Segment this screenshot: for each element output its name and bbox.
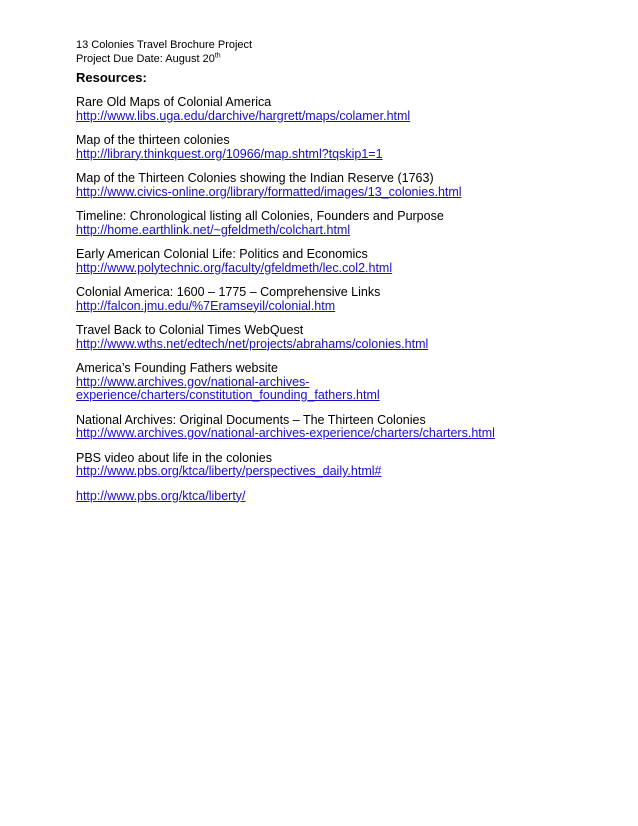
resource-item [76, 210, 616, 237]
resource-item [76, 452, 616, 479]
resource-title: National Archives: Original Documents – The Thirteen Colonies [76, 412, 426, 427]
resource-link[interactable]: http://www.civics-online.org/library/formatted/images/13_colonies.html [76, 184, 462, 199]
resources-heading: Resources: [76, 70, 147, 85]
resource-link[interactable]: http://www.wths.net/edtech/net/projects/abrahams/colonies.html [76, 336, 429, 351]
resource-link[interactable]: http://library.thinkquest.org/10966/map.shtml?tqskip1=1 [76, 146, 383, 161]
resource-link[interactable]: http://home.earthlink.net/~gfeldmeth/colchart.html [76, 222, 351, 237]
resource-title: Map of the thirteen colonies [76, 133, 230, 147]
resource-link[interactable]: http://www.pbs.org/ktca/liberty/ [76, 488, 246, 503]
resource-title: America’s Founding Fathers website [76, 361, 278, 375]
resource-list [76, 96, 616, 503]
resource-link-line-2: experience/charters/constitution_founding_fathers.html [76, 388, 380, 402]
resource-item [76, 172, 616, 199]
resource-item [76, 96, 616, 123]
resource-title: Travel Back to Colonial Times WebQuest [76, 323, 304, 337]
resource-item [76, 134, 616, 161]
resource-title: Colonial America: 1600 – 1775 – Comprehensive Links [76, 285, 381, 299]
resource-link[interactable] [76, 376, 616, 403]
resource-title: Map of the Thirteen Colonies showing the Indian Reserve (1763) [76, 171, 434, 185]
resource-link[interactable]: http://falcon.jmu.edu/%7Eramseyil/colonial.htm [76, 298, 336, 313]
resource-title: Timeline: Chronological listing all Colonies, Founders and Purpose [76, 209, 444, 223]
resource-title: Early American Colonial Life: Politics and Economics [76, 247, 368, 261]
resource-title: PBS video about life in the colonies [76, 450, 272, 465]
resource-item [76, 248, 616, 275]
resource-title: Rare Old Maps of Colonial America [76, 95, 272, 109]
document-page [76, 38, 616, 514]
resource-item [76, 286, 616, 313]
resource-item [76, 324, 616, 351]
resource-link[interactable]: http://www.pbs.org/ktca/liberty/perspectives_daily.html# [76, 464, 382, 478]
project-title: 13 Colonies Travel Brochure Project [76, 39, 253, 51]
resource-link[interactable]: http://www.polytechnic.org/faculty/gfeldmeth/lec.col2.html [76, 260, 393, 275]
resource-item [76, 490, 616, 504]
project-due-date [76, 52, 616, 66]
resource-item [76, 362, 616, 403]
resource-link[interactable]: http://www.archives.gov/national-archives-experience/charters/charters.html [76, 426, 495, 440]
resource-link-line-1: http://www.archives.gov/national-archives- [76, 374, 310, 389]
due-date-text: Project Due Date: August 20 [76, 53, 215, 65]
resource-item [76, 414, 616, 441]
resource-link[interactable]: http://www.libs.uga.edu/darchive/hargrett/maps/colamer.html [76, 108, 411, 123]
due-date-ordinal: th [214, 52, 221, 60]
